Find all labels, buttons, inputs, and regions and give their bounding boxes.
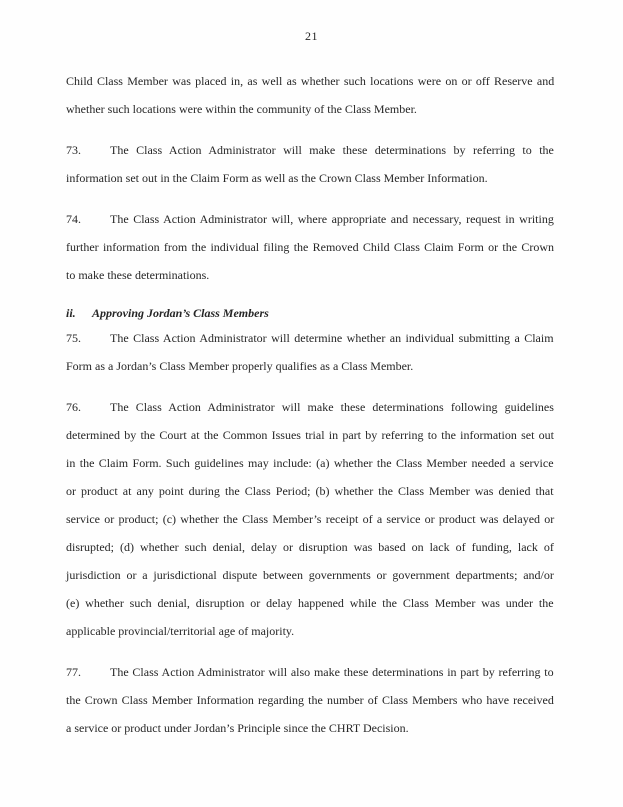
page-number: 21 [305, 29, 318, 43]
text-run: Form as a Jordan’s Class Member properly qualifies as a Class Member. [66, 359, 414, 373]
text-run: information set out in the Claim Form as well as the Crown Class Member Information. [66, 171, 488, 185]
text-run: service or product; (c) whether the Class Member’s receipt of a service or product was delayed or [66, 512, 555, 526]
text-run: applicable provincial/territorial age of majority. [66, 624, 295, 638]
text-run: The Class Action Administrator will determine whether an individual submitting a Claim [110, 331, 554, 345]
text-line [66, 205, 554, 233]
text-line [66, 561, 554, 589]
text-line [66, 136, 554, 164]
text-run: The Class Action Administrator will, where appropriate and necessary, request in writing [110, 212, 554, 226]
text-run: further information from the individual filing the Removed Child Class Claim Form or the Crown [66, 240, 554, 254]
text-line [66, 261, 554, 289]
text-run: The Class Action Administrator will make these determinations following guidelines [110, 400, 554, 414]
text-line [66, 302, 554, 324]
text-run: jurisdiction or a jurisdictional dispute between governments or government departments; and/or [66, 568, 554, 582]
text-line [66, 67, 554, 95]
text-line [66, 589, 554, 617]
text-line [66, 233, 554, 261]
text-line [66, 505, 554, 533]
text-run: a service or product under Jordan’s Principle since the CHRT Decision. [66, 721, 409, 735]
text-line [66, 164, 554, 192]
text-line [66, 658, 554, 686]
text-run: determined by the Court at the Common Issues trial in part by referring to the information set out [66, 428, 554, 442]
paragraph-number: 74. [66, 212, 81, 226]
text-line [66, 477, 554, 505]
text-run: The Class Action Administrator will also make these determinations in part by referring to [110, 665, 554, 679]
paragraph-number: 76. [66, 400, 81, 414]
paragraph [66, 324, 554, 380]
paragraph [66, 67, 554, 123]
text-line [66, 393, 554, 421]
text-line [66, 352, 554, 380]
text-line [66, 324, 554, 352]
paragraph [66, 205, 554, 289]
text-line [66, 714, 554, 742]
heading-number: ii. [66, 306, 76, 320]
text-run: Child Class Member was placed in, as well as whether such locations were on or off Reserve and [66, 74, 555, 88]
text-run: (e) whether such denial, disruption or delay happened while the Class Member was under the [66, 596, 554, 610]
paragraph [66, 658, 554, 742]
paragraph [66, 136, 554, 192]
text-run: The Class Action Administrator will make these determinations by referring to the [110, 143, 554, 157]
text-line [66, 617, 554, 645]
text-run: whether such locations were within the community of the Class Member. [66, 102, 417, 116]
text-line [66, 449, 554, 477]
paragraph-number: 73. [66, 143, 81, 157]
text-line [66, 421, 554, 449]
text-run: to make these determinations. [66, 268, 210, 282]
paragraph-number: 77. [66, 665, 81, 679]
text-line [66, 533, 554, 561]
paragraph [66, 393, 554, 645]
text-run: or product at any point during the Class Period; (b) whether the Class Member was denied that [66, 484, 554, 498]
text-run: in the Claim Form. Such guidelines may include: (a) whether the Class Member needed a service [66, 456, 554, 470]
text-line [66, 686, 554, 714]
document-body [66, 67, 554, 742]
text-run: the Crown Class Member Information regarding the number of Class Members who have received [66, 693, 554, 707]
section-heading [66, 302, 554, 324]
paragraph-number: 75. [66, 331, 81, 345]
text-run: Approving Jordan’s Class Members [92, 306, 269, 320]
text-run: disrupted; (d) whether such denial, delay or disruption was based on lack of funding, lack of [66, 540, 554, 554]
text-line [66, 95, 554, 123]
